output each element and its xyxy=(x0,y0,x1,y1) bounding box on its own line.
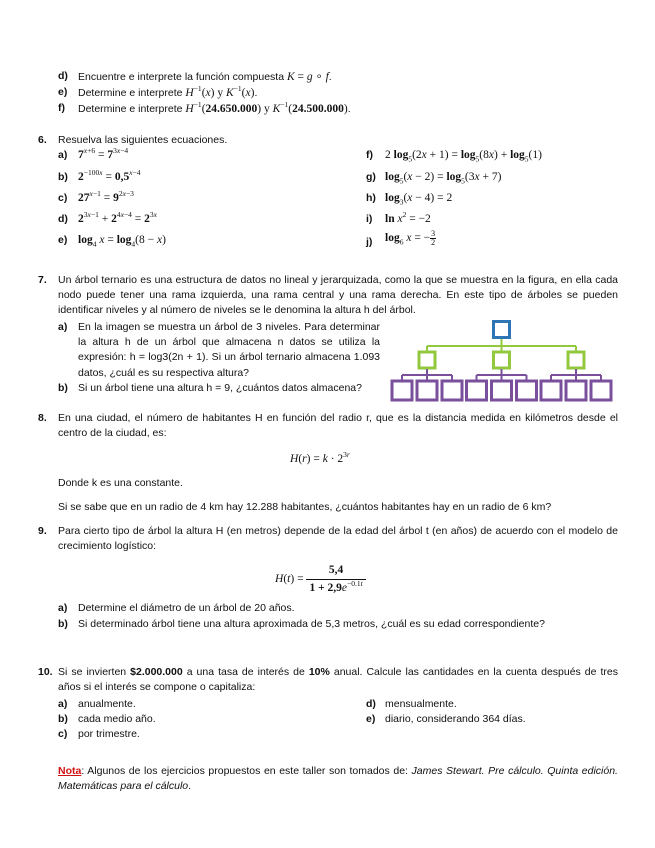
q7-intro: Un árbol ternario es una estructura de datos no lineal y jerarquizada, como la que se muestra en la figura, en ella cada nodo puede tener una rama izquierda, una rama central y una rama derecha. En este tipo de árboles se pueden identificar niveles y al número de niveles se le denomina la altura h del árbol. xyxy=(58,274,618,317)
tree-root-node xyxy=(494,322,510,338)
q7-b-text: Si un árbol tiene una altura h = 9, ¿cuántos datos almacena? xyxy=(78,382,362,394)
q6-eq-b: $2^{-100x} = 0,5^{x-4}$ xyxy=(78,168,141,183)
q10-intro: Si se invierten $2.000.000 a una tasa de interés de 10% anual. Calcule las cantidades en la cuenta después de tres años si el interés se compone o capitaliza: xyxy=(58,666,619,694)
q9-a-text: Determine el diámetro de un árbol de 20 años. xyxy=(78,602,295,614)
q6-eq-g: $\log_5(x - 2) = \log_5(3x + 7)$ xyxy=(385,171,502,186)
q6-intro: Resuelva las siguientes ecuaciones. xyxy=(58,134,228,146)
q8-intro: En una ciudad, el número de habitantes H en función del radio r, que es la distancia medida en kilómetros desde el centro de la ciudad, es: xyxy=(58,412,618,440)
q6-eq-e: $\log_4 x = \log_4(8 - x)$ xyxy=(78,234,166,249)
tree-level-3-nodes xyxy=(392,381,611,400)
q6-eq-c: $27^{x-1} = 9^{2x-3}$ xyxy=(78,189,134,204)
q9-intro: Para cierto tipo de árbol la altura H (en metros) depende de la edad del árbol t (en años) de acuerdo con el modelo de crecimiento logístico: xyxy=(58,525,618,553)
tree-level-2-nodes xyxy=(419,352,584,368)
q6-eq-h: $\log_3(x - 4) = 2$ xyxy=(385,192,453,207)
ternary-tree-figure xyxy=(385,318,625,404)
footnote: Nota: Algunos de los ejercicios propuestos en este taller son tomados de: James Stewart. Pre cálculo. Quinta edición. Matemáticas para el cálculo. xyxy=(58,765,618,793)
q6-eq-f: 2 $\log_5(2x + 1) = \log_5(8x) + \log_5(1)$ xyxy=(385,149,542,164)
q7-a-text: En la imagen se muestra un árbol de 3 niveles. Para determinar la altura h de un árbol que almacena n datos se utiliza la expresión: h = log3(2n + 1). Si un árbol ternario almacena 1.093 datos, ¿cuál es su respectiva altura? xyxy=(78,321,380,379)
q8-question: Si se sabe que en un radio de 4 km hay 12.288 habitantes, ¿cuántos habitantes hay en un radio de 6 km? xyxy=(58,501,552,513)
q8-note: Donde k es una constante. xyxy=(58,477,183,489)
q6-eq-a: $7^{x+6} = 7^{3x-4}$ xyxy=(78,146,129,161)
q9-b-text: Si determinado árbol tiene una altura aproximada de 5,3 metros, ¿cuál es su edad correspondiente? xyxy=(78,618,545,630)
q9-formula: H(t) = $\frac{5,4}{1 + 2,9e^{-0.1t}}$ xyxy=(275,562,366,596)
q6-eq-d: $2^{3x-1} + 2^{4x-4} = 2^{3x}$ xyxy=(78,210,157,225)
q6-eq-i: $\ln x^2 = -2$ xyxy=(385,210,431,225)
q6-eq-j: $\log_6 x$ = − $\frac{3}{2}$ xyxy=(385,229,436,247)
q8-formula: $H(r) = k \cdot 2^{3r}$ xyxy=(290,450,350,465)
